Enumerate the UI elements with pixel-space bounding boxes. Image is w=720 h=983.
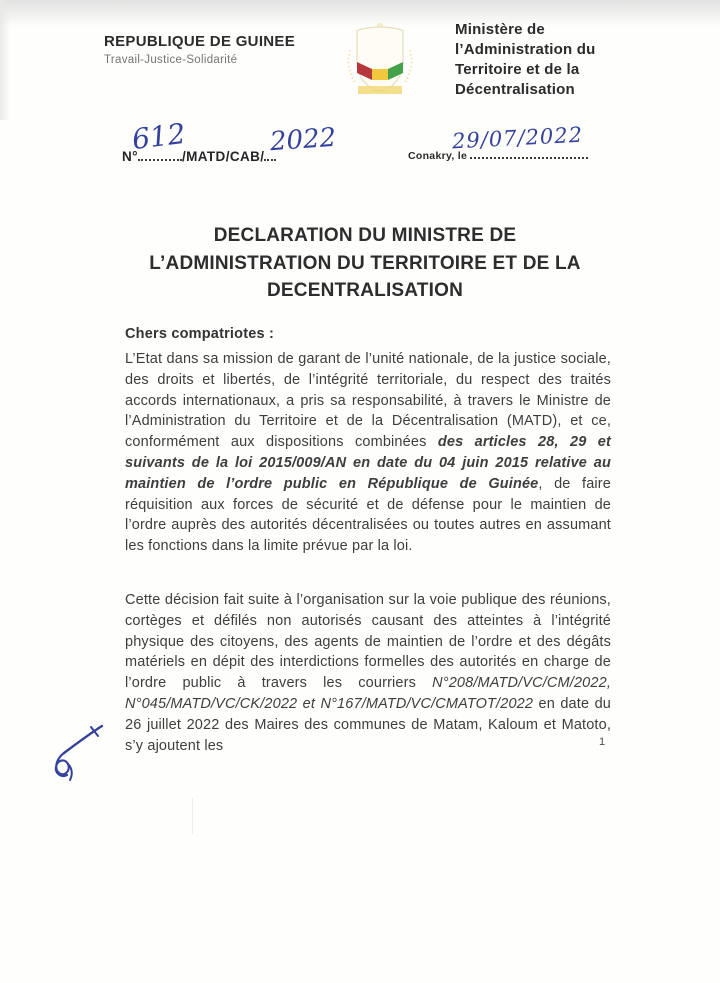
- dotted-line: [264, 159, 276, 161]
- republic-title: REPUBLIQUE DE GUINEE: [104, 33, 296, 50]
- body-paragraph-1: L’Etat dans sa mission de garant de l’unité nationale, de la justice sociale, des droits et libertés, de l’intégrité territoriale, du respect des traités accords internationaux, a pris sa responsabilité, à travers le Ministre de l’Administration du Territoire et de la Décentralisation (MATD), et ce, conformément aux dispositions combinées des articles 28, 29 et suivants de la loi 2015/009/AN en date du 04 juin 2015 relative au maintien de l’ordre public en République de Guinée, de faire réquisition aux forces de sécurité et de défense pour le maintien de l’ordre auprès des autorités décentralisées ou toutes autres en assumant les fonctions dans la limite prévue par la loi.: [125, 351, 611, 555]
- handwritten-date: 29/07/2022: [451, 122, 584, 154]
- scan-edge-shadow-left: [0, 0, 10, 120]
- document-title-line: L’ADMINISTRATION DU TERRITOIRE ET DE LA: [149, 252, 581, 274]
- salutation: Chers compatriotes :: [125, 326, 275, 342]
- ministry-title-block: [455, 20, 645, 100]
- ministry-line: Territoire et de la: [455, 61, 580, 78]
- header-republic-block: [104, 33, 324, 66]
- document-title: [115, 222, 615, 305]
- reference-suffix: /MATD/CAB/: [181, 149, 265, 164]
- ministry-line: Ministère de: [455, 21, 545, 38]
- reference-number-block: [122, 116, 347, 168]
- dotted-line: [138, 159, 182, 161]
- svg-text:····: ····: [373, 88, 387, 94]
- ministry-line: Décentralisation: [455, 81, 575, 98]
- body-paragraph-2: Cette décision fait suite à l’organisation sur la voie publique des réunions, cortèges et défilés non autorisés causant des atteintes à l’intégrité physique des citoyens, des agents de maintien de l’ordre et des dégâts matériels en dépit des interdictions formelles des autorités en charge de l’ordre public à travers les courriers N°208/MATD/VC/CM/2022, N°045/MATD/VC/CK/2022 et N°167/MATD/VC/CMATOT/2022 en date du 26 juillet 2022 des Maires des communes de Matam, Kaloum et Matoto, s’y ajoutent les: [125, 592, 611, 754]
- ministry-line: l’Administration du: [455, 41, 596, 58]
- dotted-line: [470, 157, 588, 159]
- republic-motto: Travail-Justice-Solidarité: [104, 54, 238, 66]
- document-title-line: DECENTRALISATION: [266, 280, 463, 301]
- scan-artifact-line: [192, 798, 193, 834]
- handwritten-reference-number: 612: [130, 116, 188, 157]
- reference-prefix: N°: [122, 149, 138, 164]
- handwritten-reference-year: 2022: [269, 122, 338, 158]
- date-block: [408, 122, 588, 168]
- document-title-line: DECLARATION DU MINISTRE DE: [213, 225, 517, 246]
- guinea-coat-of-arms-icon: [336, 20, 424, 108]
- date-printed: [408, 150, 588, 162]
- page-number: 1: [599, 736, 606, 748]
- handwritten-initials: [48, 722, 108, 784]
- city-label: Conakry, le: [408, 150, 468, 162]
